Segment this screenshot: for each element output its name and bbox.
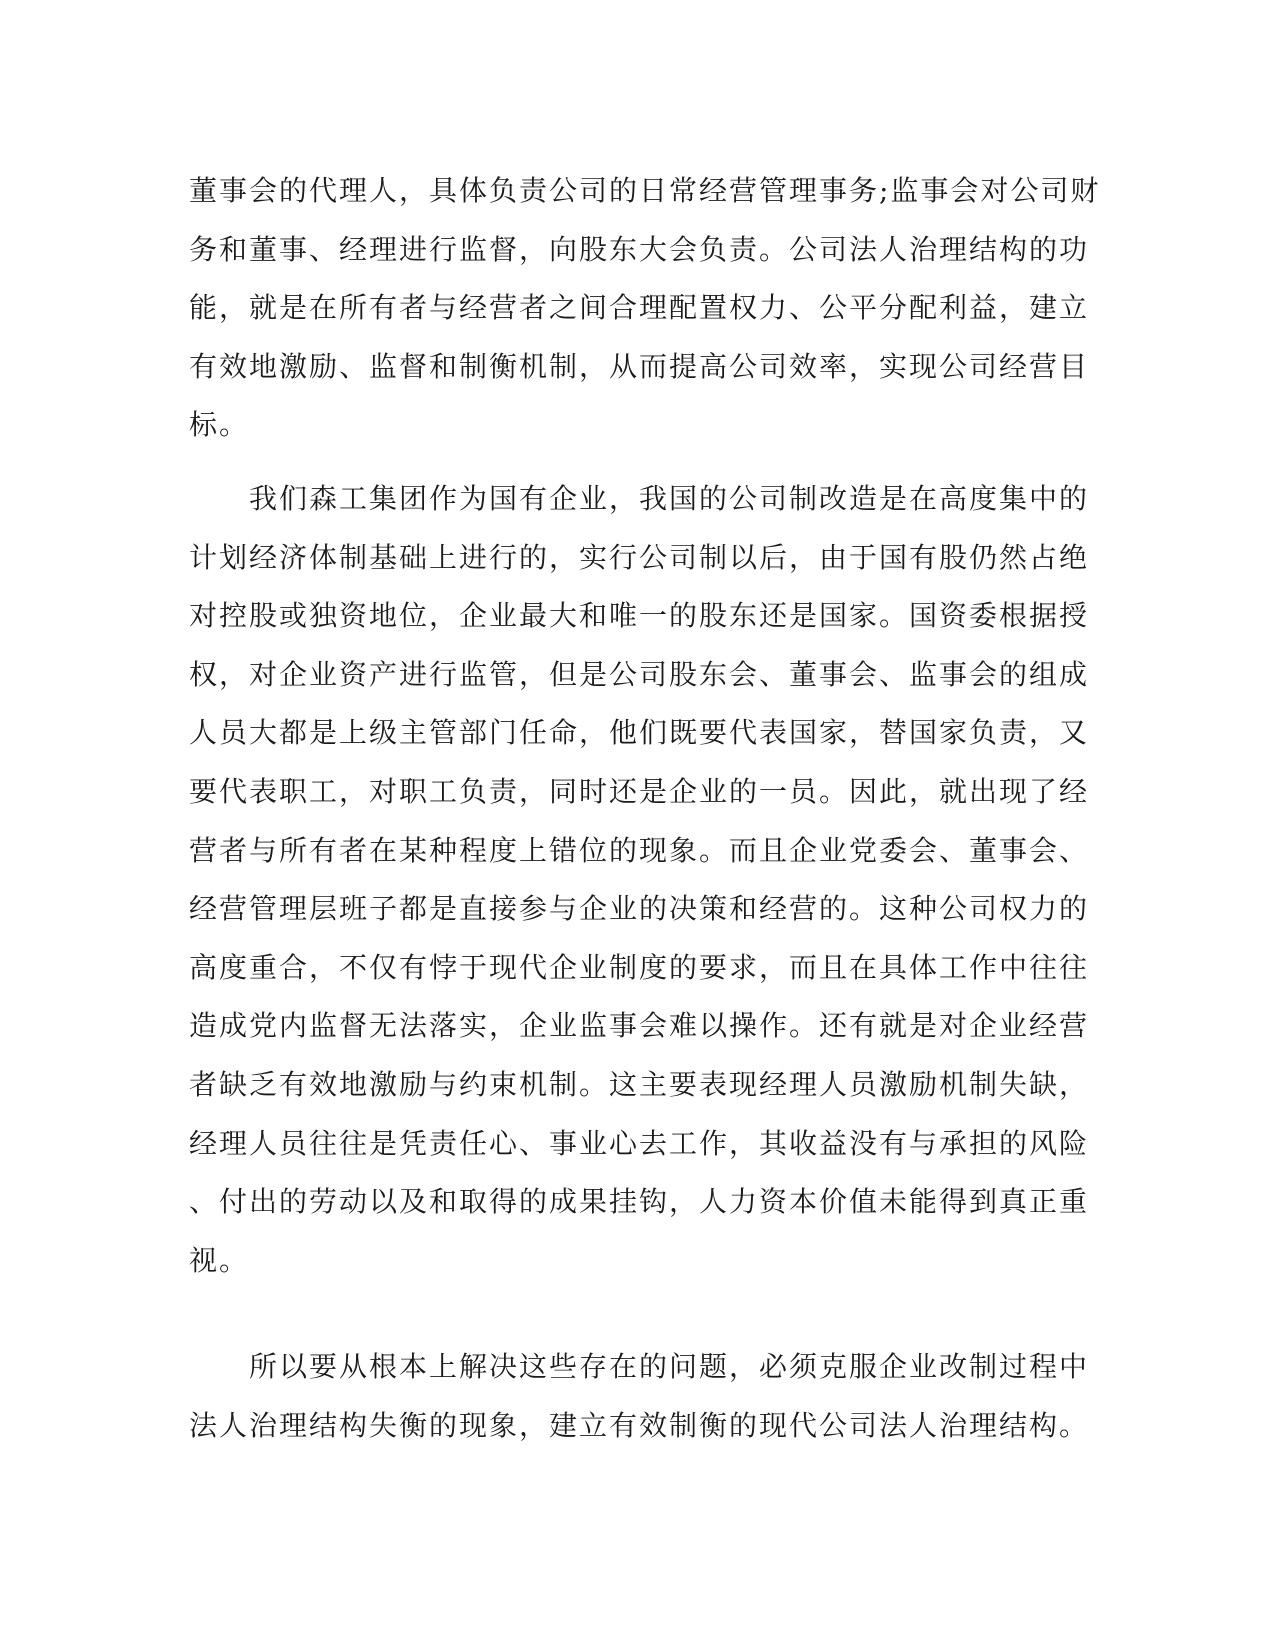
text-line: 董事会的代理人，具体负责公司的日常经营管理事务;监事会对公司财 xyxy=(189,174,1101,207)
text-line: 视。 xyxy=(189,1243,250,1277)
text-line: 法人治理结构失衡的现象，建立有效制衡的现代公司法人治理结构。 xyxy=(189,1408,1090,1442)
text-line: 计划经济体制基础上进行的，实行公司制以后，由于国有股仍然占绝 xyxy=(189,540,1090,574)
text-line: 、付出的劳动以及和取得的成果挂钩，人力资本价值未能得到真正重 xyxy=(189,1185,1090,1219)
text-line: 所以要从根本上解决这些存在的问题，必须克服企业改制过程中 xyxy=(189,1350,1090,1383)
text-line: 高度重合，不仅有悖于现代企业制度的要求，而且在具体工作中往往 xyxy=(189,950,1090,984)
text-line: 经理人员往往是凭责任心、事业心去工作，其收益没有与承担的风险 xyxy=(189,1126,1090,1160)
text-line: 营者与所有者在某种程度上错位的现象。而且企业党委会、董事会、 xyxy=(189,833,1090,867)
text-line: 经营管理层班子都是直接参与企业的决策和经营的。这种公司权力的 xyxy=(189,892,1090,926)
text-line: 标。 xyxy=(189,408,250,442)
text-line: 者缺乏有效地激励与约束机制。这主要表现经理人员激励机制失缺， xyxy=(189,1067,1090,1101)
text-line: 人员大都是上级主管部门任命，他们既要代表国家，替国家负责，又 xyxy=(189,716,1090,750)
paragraph-3 xyxy=(189,1338,1090,1455)
text-line: 权，对企业资产进行监管，但是公司股东会、董事会、监事会的组成 xyxy=(189,657,1090,691)
text-line: 造成党内监督无法落实，企业监事会难以操作。还有就是对企业经营 xyxy=(189,1009,1090,1043)
text-line: 能，就是在所有者与经营者之间合理配置权力、公平分配利益，建立 xyxy=(189,291,1090,325)
text-line: 对控股或独资地位，企业最大和唯一的股东还是国家。国资委根据授 xyxy=(189,599,1090,633)
text-line: 有效地激励、监督和制衡机制，从而提高公司效率，实现公司经营目 xyxy=(189,349,1090,383)
paragraph-1 xyxy=(189,162,1101,455)
text-line: 要代表职工，对职工负责，同时还是企业的一员。因此，就出现了经 xyxy=(189,774,1090,808)
text-line: 我们森工集团作为国有企业，我国的公司制改造是在高度集中的 xyxy=(189,482,1090,515)
text-line: 务和董事、经理进行监督，向股东大会负责。公司法人治理结构的功 xyxy=(189,232,1090,266)
paragraph-2 xyxy=(189,470,1090,1290)
